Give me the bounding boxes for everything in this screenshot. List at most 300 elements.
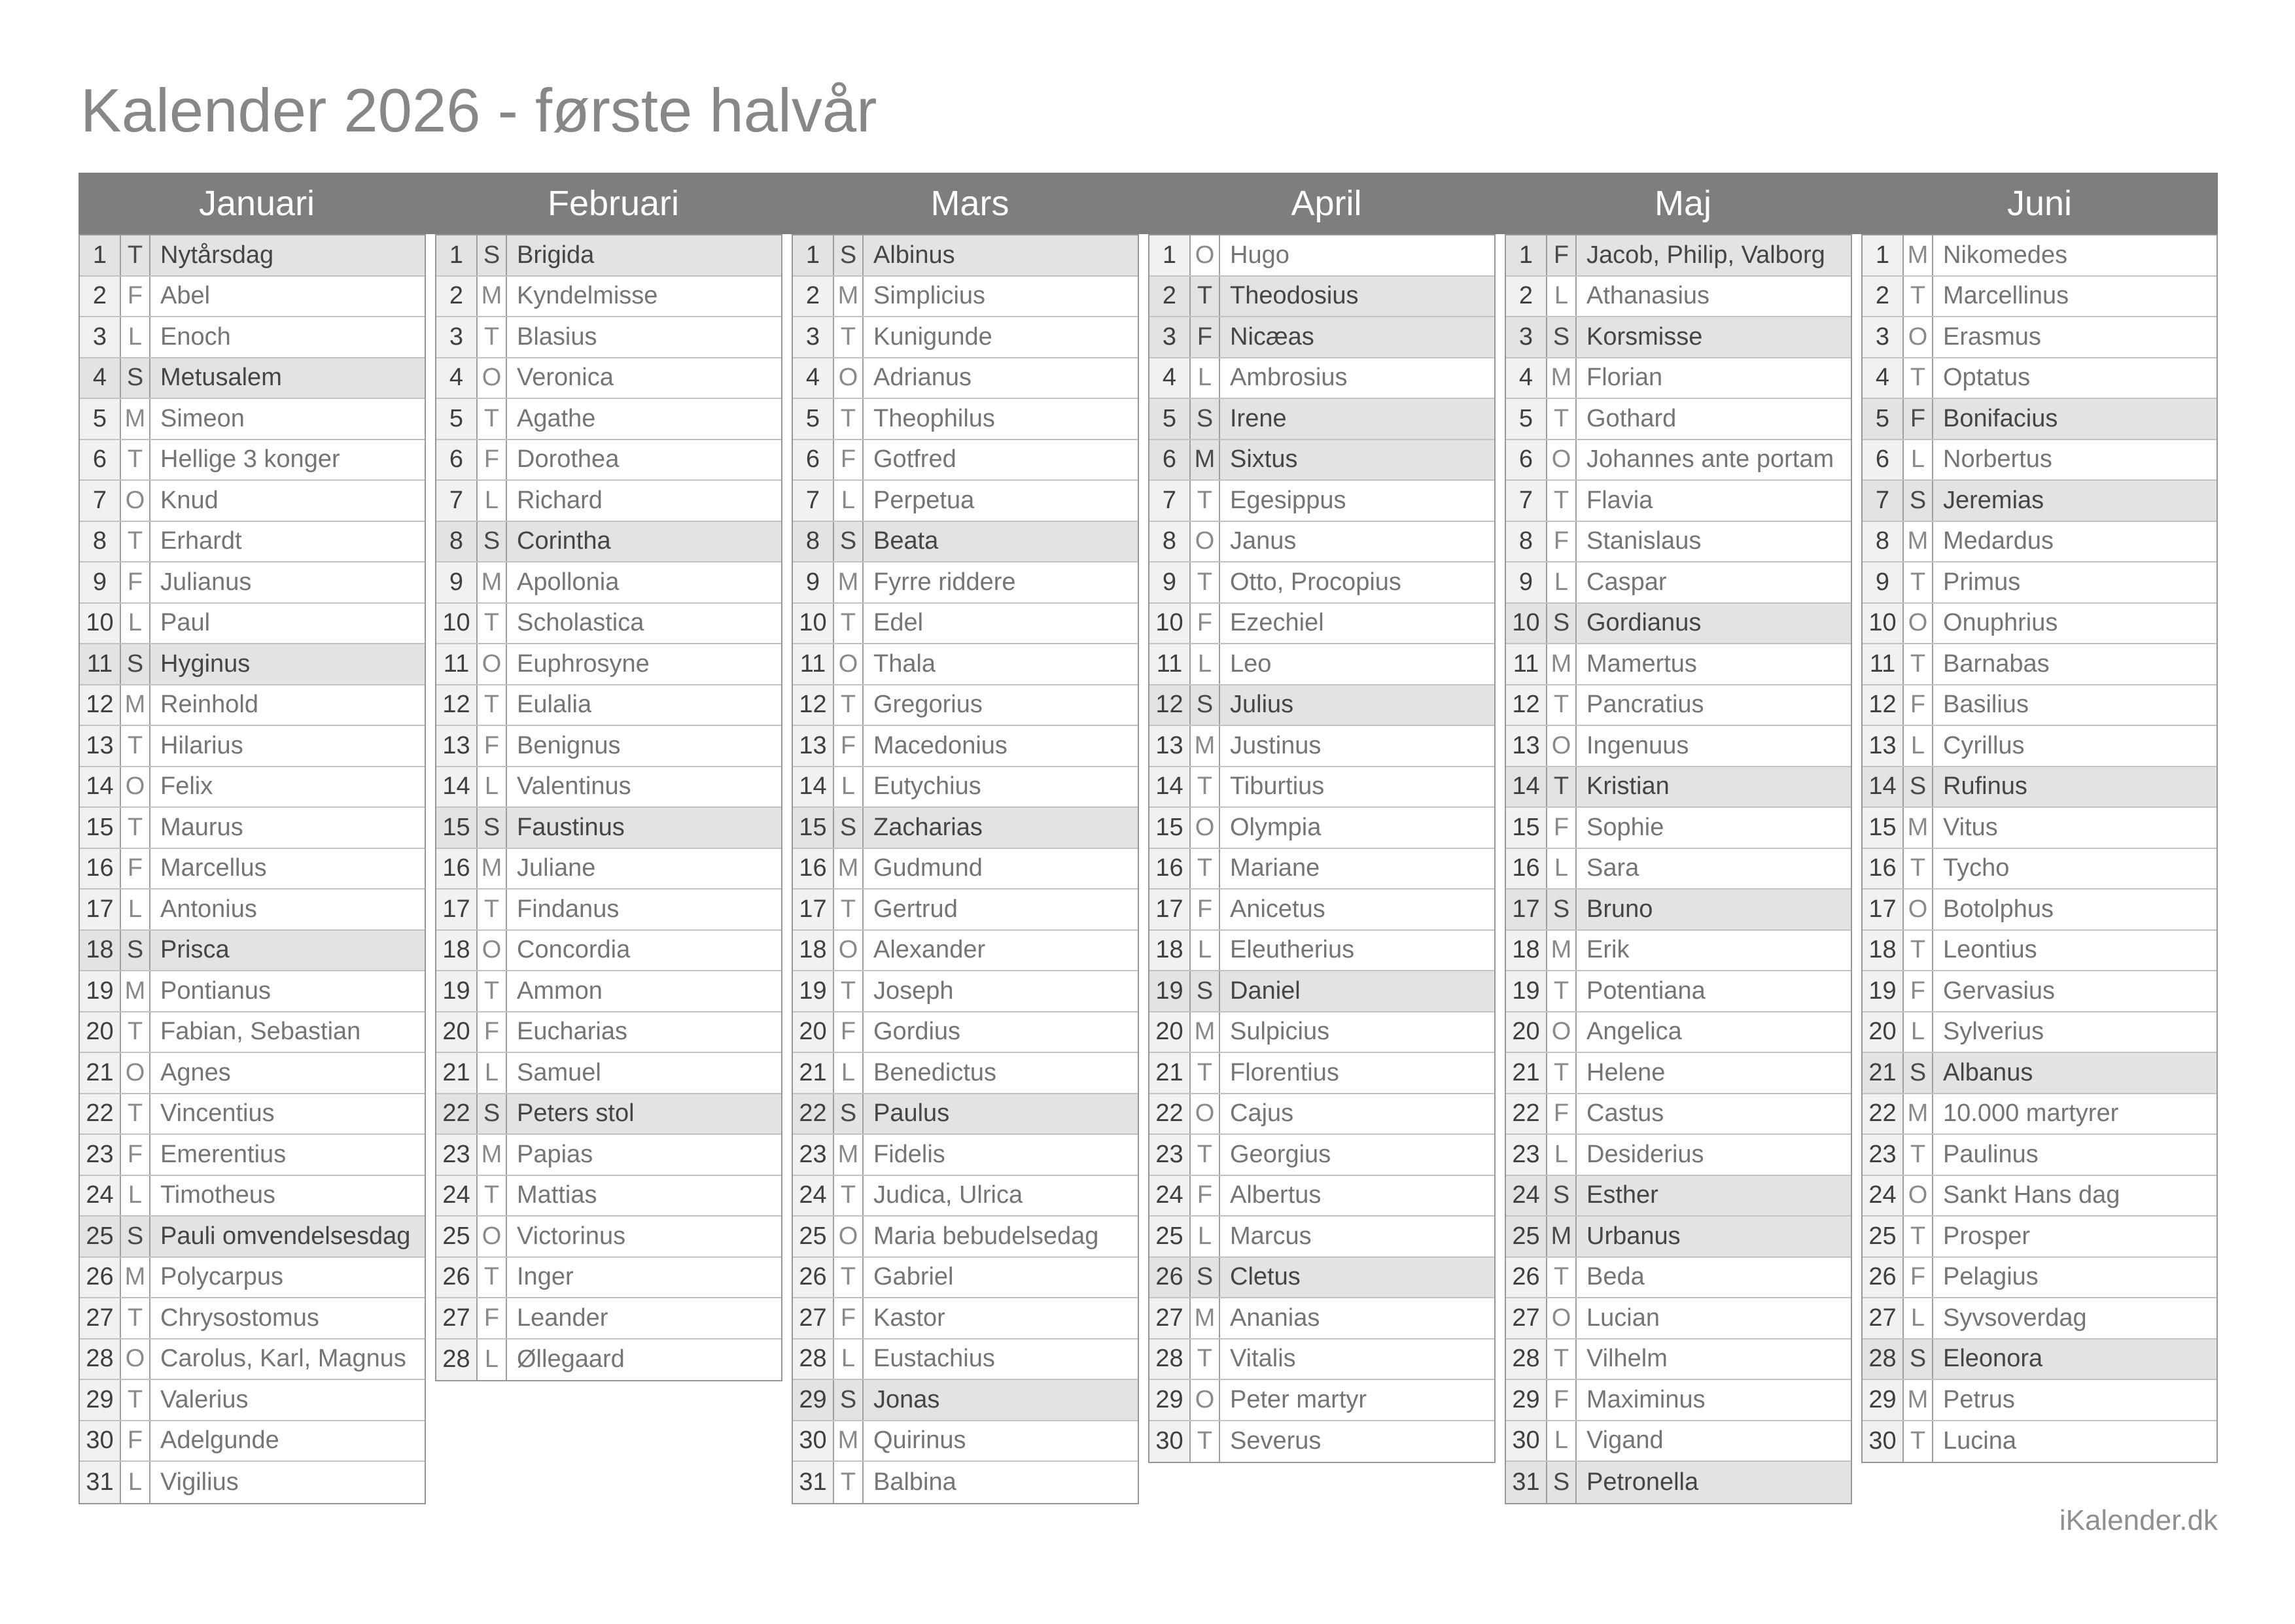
weekday-letter-cell: O [121, 1339, 150, 1379]
name-day-cell: Joseph [873, 976, 954, 1005]
name-day-cell: Gregorius [873, 691, 983, 719]
day-number-cell: 24 [80, 1176, 121, 1216]
name-day-cell: Perpetua [873, 486, 975, 514]
weekday-letter-cell: O [1547, 440, 1577, 480]
weekday-letter-cell: F [1904, 399, 1933, 439]
name-day-cell: Ingenuus [1586, 731, 1689, 759]
day-number-cell: 6 [1506, 440, 1547, 480]
day-row [1863, 1380, 2216, 1421]
name-day-cell: Vitus [1943, 813, 1998, 841]
day-row [1506, 644, 1851, 685]
weekday-letter-cell: T [834, 317, 864, 357]
day-number-cell: 6 [436, 440, 478, 480]
weekday-letter-cell: T [834, 399, 864, 439]
weekday-letter-cell: S [121, 644, 150, 684]
day-row [1506, 317, 1851, 358]
name-day-cell: Sylverius [1943, 1018, 2044, 1046]
name-day-cell: Caspar [1586, 568, 1667, 596]
day-number-cell: 30 [1506, 1421, 1547, 1461]
day-number-cell: 8 [1863, 522, 1904, 562]
day-number-cell: 2 [436, 277, 478, 317]
day-number-cell: 15 [1863, 808, 1904, 848]
day-row [1149, 1217, 1494, 1258]
day-row [1506, 931, 1851, 972]
day-row [1506, 849, 1851, 890]
weekday-letter-cell: L [1904, 726, 1933, 766]
day-number-cell: 5 [1506, 399, 1547, 439]
day-row [1863, 1339, 2216, 1381]
page-title: Kalender 2026 - første halvår [80, 76, 877, 145]
day-number-cell: 27 [436, 1298, 478, 1338]
day-row [793, 1012, 1138, 1054]
day-row [1863, 358, 2216, 400]
name-day-cell: Vilhelm [1586, 1345, 1668, 1373]
day-number-cell: 25 [1863, 1217, 1904, 1256]
name-day-cell: Stanislaus [1586, 527, 1702, 555]
day-row [1863, 1421, 2216, 1462]
month-column-maj [1505, 234, 1852, 1504]
weekday-letter-cell: M [478, 277, 507, 317]
day-number-cell: 20 [1863, 1012, 1904, 1052]
weekday-letter-cell: T [1547, 1258, 1577, 1298]
weekday-letter-cell: O [1191, 1380, 1220, 1420]
weekday-letter-cell: M [478, 849, 507, 889]
day-number-cell: 21 [436, 1053, 478, 1093]
weekday-letter-cell: O [1191, 808, 1220, 848]
day-number-cell: 10 [793, 604, 834, 644]
day-number-cell: 4 [1506, 358, 1547, 398]
weekday-letter-cell: T [1904, 644, 1933, 684]
day-number-cell: 14 [1863, 767, 1904, 807]
day-number-cell: 11 [793, 644, 834, 684]
name-day-cell: Papias [517, 1140, 593, 1168]
name-day-cell: Ananias [1230, 1304, 1320, 1332]
day-row [436, 1094, 781, 1135]
day-row [1149, 1176, 1494, 1217]
day-row [80, 849, 425, 890]
name-day-cell: Urbanus [1586, 1222, 1681, 1250]
day-row [1506, 562, 1851, 604]
day-row [80, 890, 425, 931]
name-day-cell: Victorinus [517, 1222, 626, 1250]
day-number-cell: 30 [80, 1421, 121, 1461]
day-number-cell: 15 [436, 808, 478, 848]
day-row [793, 358, 1138, 400]
day-row [1863, 644, 2216, 685]
name-day-cell: Eleonora [1943, 1345, 2043, 1373]
name-day-cell: Jeremias [1943, 486, 2044, 514]
day-number-cell: 22 [80, 1094, 121, 1134]
name-day-cell: Abel [160, 282, 211, 310]
weekday-letter-cell: S [1191, 971, 1220, 1011]
name-day-cell: Thala [873, 649, 936, 678]
day-number-cell: 9 [1506, 562, 1547, 602]
day-number-cell: 28 [436, 1339, 478, 1381]
day-number-cell: 18 [1506, 931, 1547, 971]
weekday-letter-cell: O [834, 931, 864, 971]
name-day-cell: Nikomedes [1943, 241, 2068, 269]
day-number-cell: 28 [80, 1339, 121, 1379]
day-number-cell: 17 [1149, 890, 1191, 929]
weekday-letter-cell: T [1547, 685, 1577, 725]
day-number-cell: 27 [793, 1298, 834, 1338]
weekday-letter-cell: O [1904, 1176, 1933, 1216]
name-day-cell: Chrysostomus [160, 1304, 319, 1332]
day-number-cell: 1 [793, 235, 834, 275]
name-day-cell: Hellige 3 konger [160, 445, 340, 474]
name-day-cell: Justinus [1230, 731, 1322, 759]
day-row [1506, 767, 1851, 808]
weekday-letter-cell: O [121, 481, 150, 521]
day-row [1506, 1462, 1851, 1503]
day-row [793, 277, 1138, 318]
name-day-cell: Veronica [517, 364, 614, 392]
weekday-letter-cell: T [1191, 767, 1220, 807]
weekday-letter-cell: T [1904, 1421, 1933, 1462]
day-number-cell: 21 [793, 1053, 834, 1093]
name-day-cell: Concordia [517, 936, 631, 964]
name-day-cell: Gervasius [1943, 976, 2056, 1005]
day-row [436, 604, 781, 645]
day-number-cell: 8 [1506, 522, 1547, 562]
day-row [1149, 522, 1494, 563]
name-day-cell: Ezechiel [1230, 609, 1324, 637]
name-day-cell: Jacob, Philip, Valborg [1586, 241, 1825, 269]
day-row [1863, 726, 2216, 767]
weekday-letter-cell: L [834, 767, 864, 807]
weekday-letter-cell: F [1904, 971, 1933, 1011]
weekday-letter-cell: O [1547, 1298, 1577, 1338]
weekday-letter-cell: F [478, 726, 507, 766]
weekday-letter-cell: T [834, 604, 864, 644]
day-number-cell: 18 [1863, 931, 1904, 971]
day-row [1863, 685, 2216, 727]
weekday-letter-cell: O [1547, 1012, 1577, 1052]
name-day-cell: Vitalis [1230, 1345, 1296, 1373]
name-day-cell: Peter martyr [1230, 1385, 1367, 1413]
day-row [793, 767, 1138, 808]
name-day-cell: Beda [1586, 1263, 1645, 1291]
weekday-letter-cell: T [834, 1176, 864, 1216]
day-row [793, 399, 1138, 440]
name-day-cell: Adelgunde [160, 1426, 279, 1455]
day-row [80, 726, 425, 767]
name-day-cell: Leo [1230, 649, 1272, 678]
day-number-cell: 9 [80, 562, 121, 602]
day-number-cell: 7 [436, 481, 478, 521]
day-number-cell: 13 [793, 726, 834, 766]
day-number-cell: 20 [1149, 1012, 1191, 1052]
name-day-cell: Apollonia [517, 568, 620, 596]
weekday-letter-cell: L [478, 1053, 507, 1093]
weekday-letter-cell: F [1547, 235, 1577, 275]
day-number-cell: 19 [1506, 971, 1547, 1011]
day-number-cell: 25 [793, 1217, 834, 1256]
day-row [436, 481, 781, 522]
weekday-letter-cell: S [834, 235, 864, 275]
weekday-letter-cell: M [1191, 726, 1220, 766]
name-day-cell: Daniel [1230, 976, 1301, 1005]
day-number-cell: 24 [1149, 1176, 1191, 1216]
month-columns [79, 234, 2218, 1504]
weekday-letter-cell: M [1904, 522, 1933, 562]
day-row [1506, 1298, 1851, 1339]
name-day-cell: Tycho [1943, 854, 2010, 882]
month-table-januari [79, 234, 426, 1504]
day-row [80, 1380, 425, 1421]
day-number-cell: 23 [1506, 1135, 1547, 1175]
name-day-cell: Botolphus [1943, 895, 2054, 923]
day-row [436, 808, 781, 849]
weekday-letter-cell: S [1904, 1053, 1933, 1093]
day-number-cell: 18 [436, 931, 478, 971]
day-row [793, 562, 1138, 604]
day-number-cell: 31 [80, 1462, 121, 1503]
day-number-cell: 21 [80, 1053, 121, 1093]
weekday-letter-cell: F [834, 1298, 864, 1338]
day-number-cell: 1 [1863, 235, 1904, 275]
weekday-letter-cell: S [121, 358, 150, 398]
weekday-letter-cell: L [1904, 440, 1933, 480]
name-day-cell: Petronella [1586, 1468, 1699, 1496]
name-day-cell: Fabian, Sebastian [160, 1018, 361, 1046]
day-row [1506, 1380, 1851, 1421]
day-number-cell: 29 [1506, 1380, 1547, 1420]
day-number-cell: 3 [1506, 317, 1547, 357]
weekday-letter-cell: L [1191, 358, 1220, 398]
name-day-cell: Vincentius [160, 1099, 275, 1128]
day-number-cell: 26 [1506, 1258, 1547, 1298]
name-day-cell: Inger [517, 1263, 574, 1291]
weekday-letter-cell: S [1904, 1339, 1933, 1379]
weekday-letter-cell: M [1547, 931, 1577, 971]
day-number-cell: 16 [793, 849, 834, 889]
day-number-cell: 4 [436, 358, 478, 398]
day-number-cell: 5 [436, 399, 478, 439]
weekday-letter-cell: F [1191, 890, 1220, 929]
day-number-cell: 7 [80, 481, 121, 521]
weekday-letter-cell: S [1547, 890, 1577, 929]
day-row [80, 1053, 425, 1094]
name-day-cell: Enoch [160, 322, 231, 351]
weekday-letter-cell: T [1904, 931, 1933, 971]
weekday-letter-cell: F [1904, 1258, 1933, 1298]
day-number-cell: 20 [793, 1012, 834, 1052]
day-number-cell: 12 [1506, 685, 1547, 725]
name-day-cell: Adrianus [873, 364, 972, 392]
day-row [1149, 1380, 1494, 1421]
name-day-cell: Polycarpus [160, 1263, 283, 1291]
day-row [80, 358, 425, 400]
day-row [1149, 1012, 1494, 1054]
name-day-cell: Zacharias [873, 813, 983, 841]
day-number-cell: 2 [1149, 277, 1191, 317]
day-row [793, 1380, 1138, 1421]
name-day-cell: Timotheus [160, 1181, 275, 1209]
day-number-cell: 10 [80, 604, 121, 644]
weekday-letter-cell: M [121, 1258, 150, 1298]
day-number-cell: 16 [436, 849, 478, 889]
name-day-cell: Euphrosyne [517, 649, 650, 678]
weekday-letter-cell: L [478, 481, 507, 521]
day-row [1506, 685, 1851, 727]
weekday-letter-cell: S [834, 808, 864, 848]
day-row [436, 726, 781, 767]
name-day-cell: Sixtus [1230, 445, 1298, 474]
month-column-juni [1861, 234, 2218, 1463]
day-number-cell: 26 [1149, 1258, 1191, 1298]
day-row [1149, 849, 1494, 890]
day-number-cell: 10 [436, 604, 478, 644]
weekday-letter-cell: O [1191, 522, 1220, 562]
name-day-cell: Agnes [160, 1058, 231, 1086]
name-day-cell: Irene [1230, 404, 1287, 432]
day-number-cell: 17 [436, 890, 478, 929]
weekday-letter-cell: M [1191, 1298, 1220, 1338]
name-day-cell: Castus [1586, 1099, 1664, 1128]
day-number-cell: 28 [1506, 1339, 1547, 1379]
weekday-letter-cell: F [478, 1298, 507, 1338]
day-number-cell: 2 [1863, 277, 1904, 317]
weekday-letter-cell: F [1547, 1094, 1577, 1134]
day-row [1863, 399, 2216, 440]
day-row [1863, 562, 2216, 604]
name-day-cell: Simplicius [873, 282, 986, 310]
day-row [80, 1094, 425, 1135]
day-row [793, 1217, 1138, 1258]
day-number-cell: 5 [1149, 399, 1191, 439]
weekday-letter-cell: T [1547, 481, 1577, 521]
day-row [436, 1053, 781, 1094]
day-row [1863, 767, 2216, 808]
day-row [1863, 1258, 2216, 1299]
day-row [1863, 1298, 2216, 1339]
weekday-letter-cell: F [1547, 808, 1577, 848]
day-number-cell: 5 [1863, 399, 1904, 439]
day-row [1149, 1135, 1494, 1176]
weekday-letter-cell: F [121, 849, 150, 889]
day-number-cell: 28 [1149, 1339, 1191, 1379]
day-number-cell: 22 [1506, 1094, 1547, 1134]
day-row [436, 399, 781, 440]
day-row [793, 481, 1138, 522]
name-day-cell: Maria bebudelsedag [873, 1222, 1099, 1250]
day-row [80, 399, 425, 440]
day-row [436, 277, 781, 318]
day-row [1863, 808, 2216, 849]
day-number-cell: 4 [1149, 358, 1191, 398]
day-row [1506, 1421, 1851, 1462]
name-day-cell: Findanus [517, 895, 620, 923]
name-day-cell: Helene [1586, 1058, 1666, 1086]
day-row [1863, 1012, 2216, 1054]
day-number-cell: 14 [793, 767, 834, 807]
name-day-cell: Corintha [517, 527, 611, 555]
day-row [1863, 849, 2216, 890]
weekday-letter-cell: L [834, 1053, 864, 1093]
day-number-cell: 16 [1149, 849, 1191, 889]
weekday-letter-cell: S [1547, 1176, 1577, 1216]
weekday-letter-cell: T [1904, 277, 1933, 317]
name-day-cell: Cyrillus [1943, 731, 2025, 759]
weekday-letter-cell: O [834, 644, 864, 684]
day-number-cell: 15 [1506, 808, 1547, 848]
day-row [80, 1462, 425, 1503]
day-row [1506, 971, 1851, 1012]
weekday-letter-cell: T [1191, 277, 1220, 317]
weekday-letter-cell: T [1191, 481, 1220, 521]
weekday-letter-cell: M [478, 1135, 507, 1175]
day-number-cell: 16 [1506, 849, 1547, 889]
weekday-letter-cell: O [478, 358, 507, 398]
month-header-april: April [1291, 184, 1362, 223]
weekday-letter-cell: S [478, 808, 507, 848]
day-row [793, 849, 1138, 890]
day-row [793, 1094, 1138, 1135]
day-number-cell: 19 [80, 971, 121, 1011]
day-row [436, 644, 781, 685]
weekday-letter-cell: S [1904, 767, 1933, 807]
day-number-cell: 3 [793, 317, 834, 357]
day-number-cell: 29 [80, 1380, 121, 1420]
day-row [1863, 890, 2216, 931]
name-day-cell: Vigand [1586, 1426, 1664, 1455]
name-day-cell: Maurus [160, 813, 243, 841]
name-day-cell: Blasius [517, 322, 597, 351]
name-day-cell: Albertus [1230, 1181, 1322, 1209]
day-row [80, 604, 425, 645]
name-day-cell: Fyrre riddere [873, 568, 1016, 596]
name-day-cell: Albanus [1943, 1058, 2033, 1086]
month-header-juni: Juni [2006, 184, 2073, 223]
day-number-cell: 4 [80, 358, 121, 398]
name-day-cell: Gothard [1586, 404, 1677, 432]
day-number-cell: 10 [1863, 604, 1904, 644]
name-day-cell: Janus [1230, 527, 1297, 555]
weekday-letter-cell: M [1191, 1012, 1220, 1052]
weekday-letter-cell: O [1904, 890, 1933, 929]
name-day-cell: Macedonius [873, 731, 1007, 759]
day-number-cell: 22 [436, 1094, 478, 1134]
name-day-cell: Vigilius [160, 1468, 239, 1496]
name-day-cell: Paul [160, 609, 211, 637]
name-day-cell: Gordianus [1586, 609, 1702, 637]
day-number-cell: 23 [793, 1135, 834, 1175]
day-row [793, 685, 1138, 727]
name-day-cell: Esther [1586, 1181, 1658, 1209]
name-day-cell: Beata [873, 527, 939, 555]
day-row [793, 808, 1138, 849]
weekday-letter-cell: L [834, 1339, 864, 1379]
name-day-cell: Albinus [873, 241, 955, 269]
day-row [793, 890, 1138, 931]
day-row [1863, 522, 2216, 563]
weekday-letter-cell: T [121, 1012, 150, 1052]
weekday-letter-cell: S [834, 1380, 864, 1420]
name-day-cell: Fidelis [873, 1140, 945, 1168]
day-number-cell: 3 [1149, 317, 1191, 357]
day-number-cell: 21 [1149, 1053, 1191, 1093]
name-day-cell: Eustachius [873, 1345, 995, 1373]
name-day-cell: Bonifacius [1943, 404, 2058, 432]
weekday-letter-cell: M [834, 1135, 864, 1175]
day-row [436, 317, 781, 358]
day-row [1506, 277, 1851, 318]
day-row [80, 808, 425, 849]
day-number-cell: 15 [80, 808, 121, 848]
day-row [1506, 358, 1851, 400]
weekday-letter-cell: S [1547, 604, 1577, 644]
